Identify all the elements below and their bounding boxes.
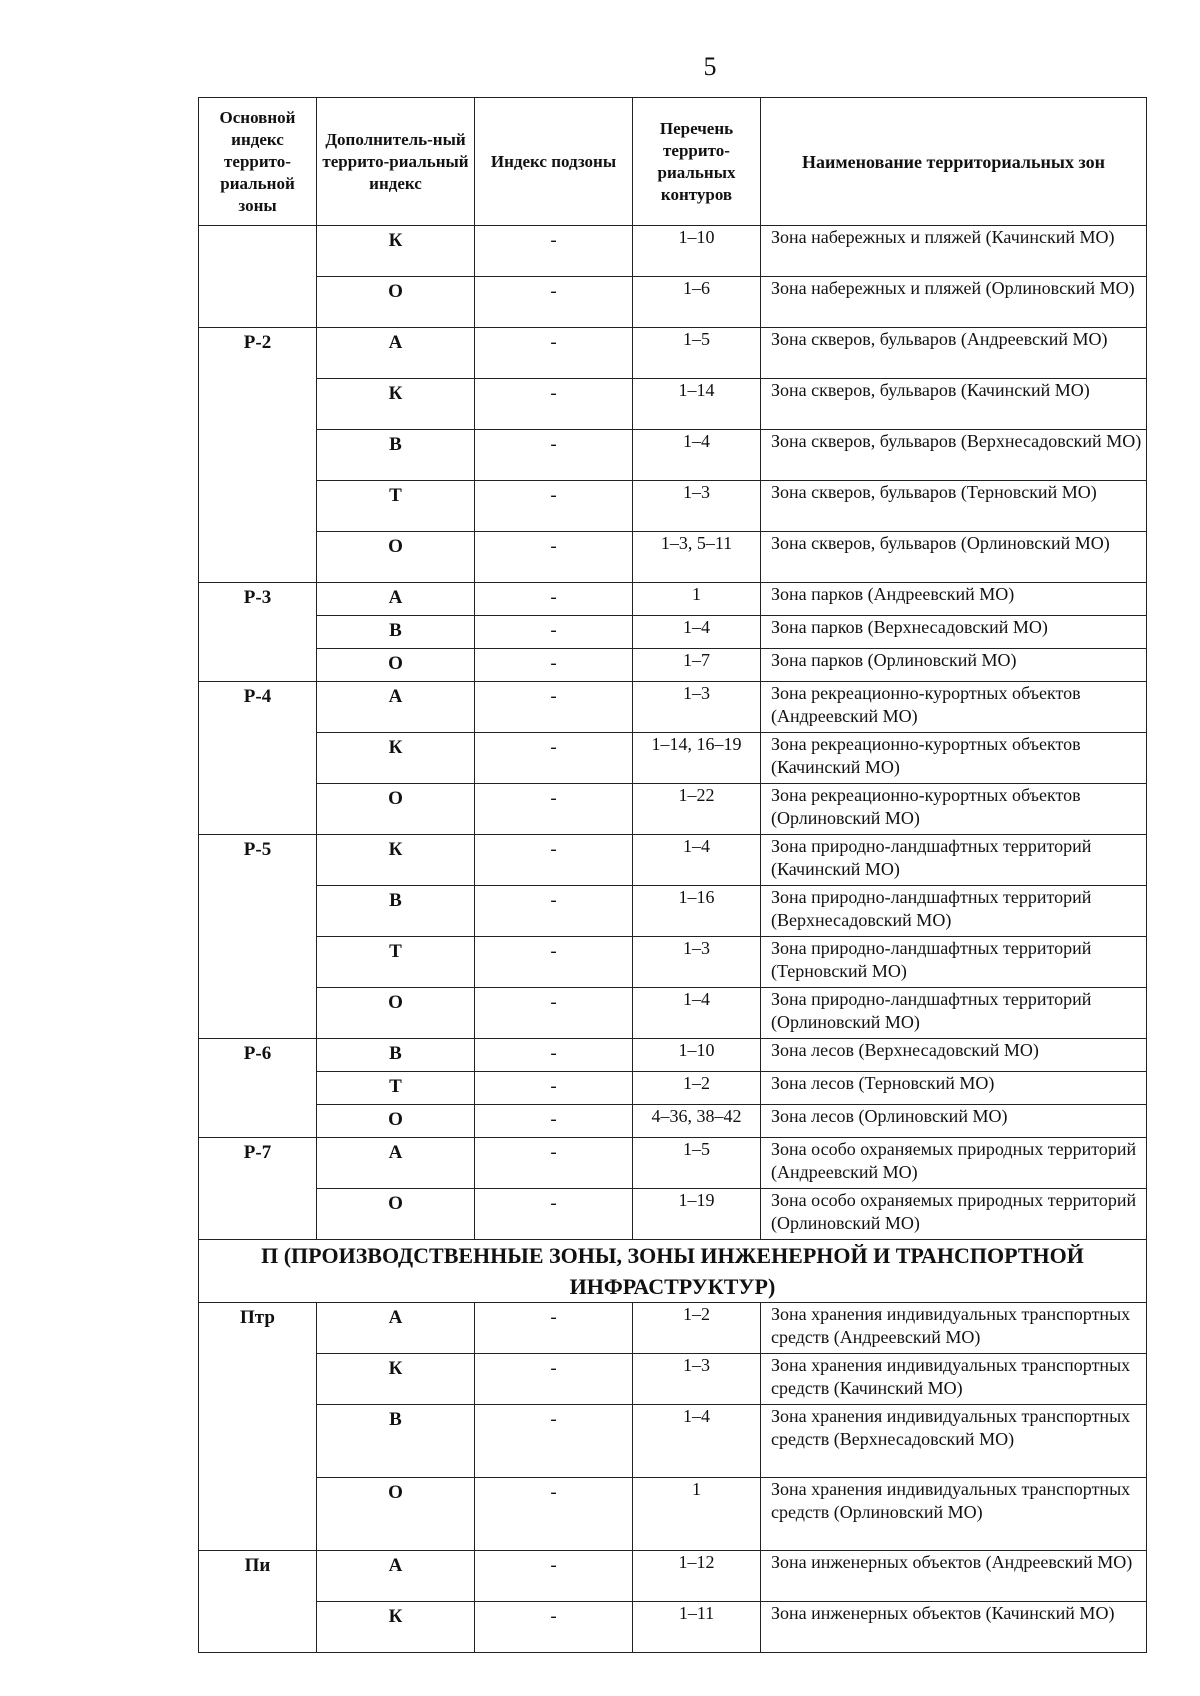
additional-index-cell: К (317, 835, 475, 886)
additional-index-cell: В (317, 886, 475, 937)
zone-name-cell: Зона природно-ландшафтных территорий (Качинский МО) (761, 835, 1147, 886)
main-index-cell: Р-4 (199, 682, 317, 835)
subzone-index-cell: - (475, 886, 633, 937)
contours-cell: 1–3, 5–11 (633, 532, 761, 583)
additional-index-cell: А (317, 1138, 475, 1189)
contours-cell: 1 (633, 1478, 761, 1551)
header-subzone-index: Индекс подзоны (475, 98, 633, 226)
territorial-zones-table (198, 97, 1147, 1653)
main-index-cell: Пи (199, 1551, 317, 1653)
subzone-index-cell: - (475, 835, 633, 886)
table-row (199, 1138, 1147, 1189)
main-index-cell: Р-2 (199, 328, 317, 583)
table-row (199, 784, 1147, 835)
additional-index-cell: К (317, 1354, 475, 1405)
section-row (199, 1240, 1147, 1303)
additional-index-cell: Т (317, 937, 475, 988)
contours-cell: 1–2 (633, 1072, 761, 1105)
contours-cell: 1–3 (633, 1354, 761, 1405)
additional-index-cell: О (317, 784, 475, 835)
zone-name-cell: Зона парков (Верхнесадовский МО) (761, 616, 1147, 649)
zone-name-cell: Зона хранения индивидуальных транспортных средств (Верхнесадовский МО) (761, 1405, 1147, 1478)
additional-index-cell: О (317, 1478, 475, 1551)
table-row (199, 1551, 1147, 1602)
contours-cell: 1–22 (633, 784, 761, 835)
subzone-index-cell: - (475, 532, 633, 583)
header-contours-list: Перечень террито-риальных контуров (633, 98, 761, 226)
subzone-index-cell: - (475, 430, 633, 481)
table-row (199, 277, 1147, 328)
contours-cell: 1–4 (633, 430, 761, 481)
main-index-cell: Р-5 (199, 835, 317, 1039)
page-number: 5 (703, 52, 717, 81)
zone-name-cell: Зона особо охраняемых природных территорий (Орлиновский МО) (761, 1189, 1147, 1240)
table-row (199, 988, 1147, 1039)
header-additional-index: Дополнитель-ный террито-риальный индекс (317, 98, 475, 226)
subzone-index-cell: - (475, 1189, 633, 1240)
additional-index-cell: А (317, 682, 475, 733)
subzone-index-cell: - (475, 1303, 633, 1354)
additional-index-cell: К (317, 226, 475, 277)
table-row (199, 1105, 1147, 1138)
contours-cell: 1–11 (633, 1602, 761, 1653)
additional-index-cell: Т (317, 1072, 475, 1105)
subzone-index-cell: - (475, 481, 633, 532)
table-row (199, 1602, 1147, 1653)
additional-index-cell: О (317, 988, 475, 1039)
contours-cell: 1 (633, 583, 761, 616)
contours-cell: 1–12 (633, 1551, 761, 1602)
additional-index-cell: О (317, 1189, 475, 1240)
contours-cell: 1–19 (633, 1189, 761, 1240)
zone-name-cell: Зона хранения индивидуальных транспортных средств (Орлиновский МО) (761, 1478, 1147, 1551)
subzone-index-cell: - (475, 682, 633, 733)
contours-cell: 1–10 (633, 1039, 761, 1072)
table-row (199, 616, 1147, 649)
additional-index-cell: А (317, 583, 475, 616)
table-row (199, 1303, 1147, 1354)
contours-cell: 1–16 (633, 886, 761, 937)
zone-name-cell: Зона хранения индивидуальных транспортных средств (Качинский МО) (761, 1354, 1147, 1405)
table-row (199, 1039, 1147, 1072)
table-row (199, 1405, 1147, 1478)
additional-index-cell: А (317, 1303, 475, 1354)
main-index-cell: Р-3 (199, 583, 317, 682)
subzone-index-cell: - (475, 226, 633, 277)
table-row (199, 430, 1147, 481)
zone-name-cell: Зона особо охраняемых природных территорий (Андреевский МО) (761, 1138, 1147, 1189)
subzone-index-cell: - (475, 784, 633, 835)
additional-index-cell: В (317, 1405, 475, 1478)
zone-name-cell: Зона парков (Андреевский МО) (761, 583, 1147, 616)
additional-index-cell: О (317, 1105, 475, 1138)
main-index-cell: Р-7 (199, 1138, 317, 1240)
additional-index-cell: О (317, 277, 475, 328)
contours-cell: 1–3 (633, 481, 761, 532)
table-row (199, 937, 1147, 988)
subzone-index-cell: - (475, 1072, 633, 1105)
contours-cell: 1–4 (633, 616, 761, 649)
zone-name-cell: Зона лесов (Терновский МО) (761, 1072, 1147, 1105)
zone-name-cell: Зона скверов, бульваров (Верхнесадовский МО) (761, 430, 1147, 481)
subzone-index-cell: - (475, 1602, 633, 1653)
table-row (199, 649, 1147, 682)
additional-index-cell: Т (317, 481, 475, 532)
table-row (199, 682, 1147, 733)
zone-name-cell: Зона природно-ландшафтных территорий (Верхнесадовский МО) (761, 886, 1147, 937)
additional-index-cell: В (317, 616, 475, 649)
table-row (199, 1478, 1147, 1551)
additional-index-cell: К (317, 379, 475, 430)
table-row (199, 1189, 1147, 1240)
contours-cell: 1–14 (633, 379, 761, 430)
additional-index-cell: А (317, 1551, 475, 1602)
contours-cell: 1–5 (633, 1138, 761, 1189)
additional-index-cell: О (317, 532, 475, 583)
contours-cell: 1–3 (633, 937, 761, 988)
zone-name-cell: Зона набережных и пляжей (Орлиновский МО) (761, 277, 1147, 328)
additional-index-cell: О (317, 649, 475, 682)
table-row (199, 583, 1147, 616)
zone-name-cell: Зона рекреационно-курортных объектов (Орлиновский МО) (761, 784, 1147, 835)
zone-name-cell: Зона парков (Орлиновский МО) (761, 649, 1147, 682)
subzone-index-cell: - (475, 649, 633, 682)
subzone-index-cell: - (475, 1039, 633, 1072)
zone-name-cell: Зона природно-ландшафтных территорий (Терновский МО) (761, 937, 1147, 988)
subzone-index-cell: - (475, 379, 633, 430)
additional-index-cell: К (317, 1602, 475, 1653)
table-row (199, 1072, 1147, 1105)
subzone-index-cell: - (475, 1105, 633, 1138)
zone-name-cell: Зона инженерных объектов (Качинский МО) (761, 1602, 1147, 1653)
additional-index-cell: К (317, 733, 475, 784)
additional-index-cell: А (317, 328, 475, 379)
subzone-index-cell: - (475, 328, 633, 379)
subzone-index-cell: - (475, 1551, 633, 1602)
zone-name-cell: Зона скверов, бульваров (Андреевский МО) (761, 328, 1147, 379)
subzone-index-cell: - (475, 277, 633, 328)
zone-name-cell: Зона скверов, бульваров (Орлиновский МО) (761, 532, 1147, 583)
contours-cell: 1–6 (633, 277, 761, 328)
zone-name-cell: Зона рекреационно-курортных объектов (Андреевский МО) (761, 682, 1147, 733)
zone-name-cell: Зона рекреационно-курортных объектов (Качинский МО) (761, 733, 1147, 784)
zone-name-cell: Зона хранения индивидуальных транспортных средств (Андреевский МО) (761, 1303, 1147, 1354)
header-main-index: Основной индекс террито-риальной зоны (199, 98, 317, 226)
table-row (199, 886, 1147, 937)
contours-cell: 1–10 (633, 226, 761, 277)
contours-cell: 1–3 (633, 682, 761, 733)
subzone-index-cell: - (475, 988, 633, 1039)
contours-cell: 1–7 (633, 649, 761, 682)
contours-cell: 1–2 (633, 1303, 761, 1354)
zone-name-cell: Зона инженерных объектов (Андреевский МО) (761, 1551, 1147, 1602)
header-zone-name: Наименование территориальных зон (761, 98, 1147, 226)
contours-cell: 1–4 (633, 1405, 761, 1478)
additional-index-cell: В (317, 430, 475, 481)
zone-name-cell: Зона скверов, бульваров (Терновский МО) (761, 481, 1147, 532)
main-index-cell: Птр (199, 1303, 317, 1551)
additional-index-cell: В (317, 1039, 475, 1072)
table-row (199, 835, 1147, 886)
contours-cell: 4–36, 38–42 (633, 1105, 761, 1138)
table-row (199, 532, 1147, 583)
subzone-index-cell: - (475, 733, 633, 784)
subzone-index-cell: - (475, 1354, 633, 1405)
contours-cell: 1–4 (633, 988, 761, 1039)
table-row (199, 328, 1147, 379)
contours-cell: 1–14, 16–19 (633, 733, 761, 784)
zone-name-cell: Зона набережных и пляжей (Качинский МО) (761, 226, 1147, 277)
main-index-cell (199, 226, 317, 328)
zone-name-cell: Зона скверов, бульваров (Качинский МО) (761, 379, 1147, 430)
subzone-index-cell: - (475, 616, 633, 649)
subzone-index-cell: - (475, 1478, 633, 1551)
zone-name-cell: Зона лесов (Орлиновский МО) (761, 1105, 1147, 1138)
table-row (199, 481, 1147, 532)
table-row (199, 733, 1147, 784)
contours-cell: 1–4 (633, 835, 761, 886)
section-title: П (ПРОИЗВОДСТВЕННЫЕ ЗОНЫ, ЗОНЫ ИНЖЕНЕРНОЙ И ТРАНСПОРТНОЙ ИНФРАСТРУКТУР) (199, 1240, 1147, 1303)
contours-cell: 1–5 (633, 328, 761, 379)
subzone-index-cell: - (475, 937, 633, 988)
zone-name-cell: Зона природно-ландшафтных территорий (Орлиновский МО) (761, 988, 1147, 1039)
table-row (199, 1354, 1147, 1405)
zone-name-cell: Зона лесов (Верхнесадовский МО) (761, 1039, 1147, 1072)
subzone-index-cell: - (475, 1405, 633, 1478)
subzone-index-cell: - (475, 1138, 633, 1189)
main-index-cell: Р-6 (199, 1039, 317, 1138)
table-row (199, 379, 1147, 430)
table-row (199, 226, 1147, 277)
subzone-index-cell: - (475, 583, 633, 616)
